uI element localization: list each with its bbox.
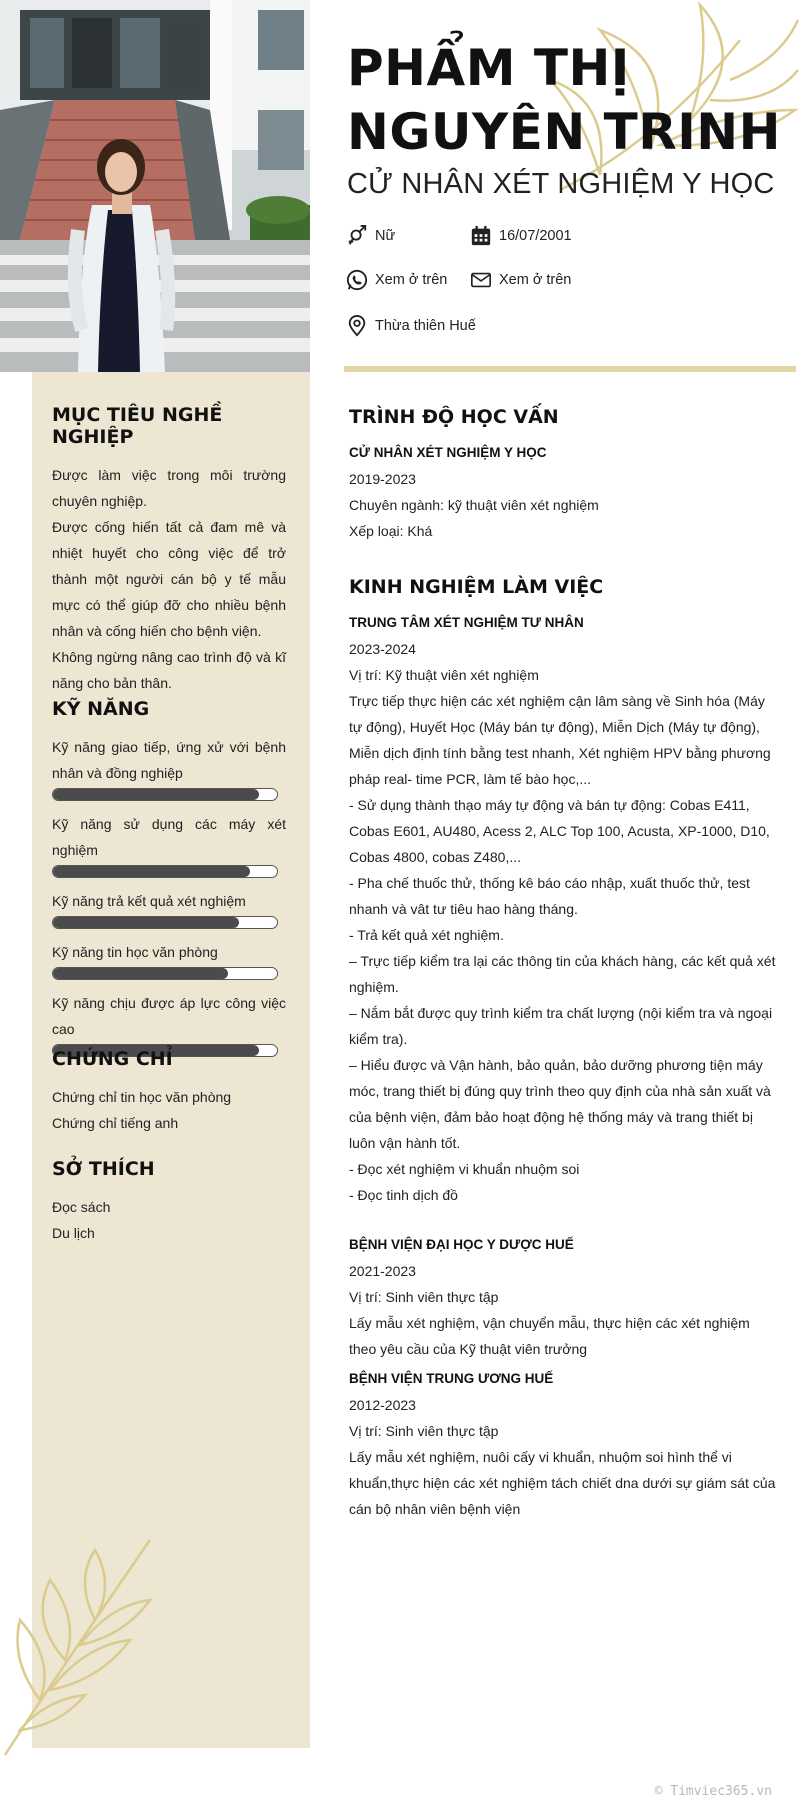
education-period: 2019-2023 <box>349 471 416 487</box>
name-line-2: NGUYÊN TRINH <box>347 103 782 161</box>
skills-section <box>52 698 286 1067</box>
job-description-line: Trực tiếp thực hiện các xét nghiệm cận lâm sàng về Sinh hóa (Máy tự động), Huyết Học (Máy bán tự động), Miễn Dịch (Máy tự động), Miễn dịch định tính bằng test nhanh, Xét nghiệm HPV bằng phương pháp real- time PCR, làm tế bào học,... <box>349 693 771 787</box>
job-description-line: Lấy mẫu xét nghiệm, vận chuyển mẫu, thực hiện các xét nghiệm theo yêu cầu của Kỹ thuật viên trưởng <box>349 1315 750 1357</box>
gender-text: Nữ <box>375 228 396 244</box>
education-major: Chuyên ngành: kỹ thuật viên xét nghiệm <box>349 497 599 513</box>
skill-item <box>52 734 286 801</box>
hobby-item: Đọc sách <box>52 1199 111 1215</box>
certificates-section <box>52 1048 286 1136</box>
skills-list <box>52 734 286 1057</box>
job-position: Vị trí: Sinh viên thực tập <box>349 1423 499 1439</box>
skill-name: Kỹ năng trả kết quả xét nghiệm <box>52 893 246 909</box>
job-title: CỬ NHÂN XÉT NGHIỆM Y HỌC <box>347 168 775 200</box>
job-description-line: - Sử dụng thành thạo máy tự động và bán tự động: Cobas E411, Cobas E601, AU480, Acess 2, ALC Top 100, Acusta, XP-1000, D10, Cobas 4800, cobas Z480,... <box>349 797 770 865</box>
job-period: 2021-2023 <box>349 1263 416 1279</box>
education-degree: CỬ NHÂN XÉT NGHIỆM Y HỌC <box>349 445 547 460</box>
job-company: BỆNH VIỆN ĐẠI HỌC Y DƯỢC HUẾ <box>349 1237 574 1252</box>
job-period: 2012-2023 <box>349 1397 416 1413</box>
job-description-line: - Đọc xét nghiệm vi khuẩn nhuộm soi <box>349 1161 580 1177</box>
skill-level-fill <box>53 917 239 928</box>
birthday-text: 16/07/2001 <box>499 228 572 244</box>
job-entry <box>349 1366 779 1522</box>
skill-level-fill <box>53 866 250 877</box>
jobs-list <box>349 610 779 1522</box>
whatsapp-icon <box>346 269 368 291</box>
objective-paragraph: Được làm việc trong môi trường chuyên nghiệp. <box>52 467 286 509</box>
skill-level-bar <box>52 916 278 929</box>
watermark: © Timviec365.vn <box>654 1784 772 1799</box>
skill-item <box>52 990 286 1057</box>
job-description-line: Lấy mẫu xét nghiệm, nuôi cấy vi khuẩn, nhuộm soi hình thể vi khuẩn,thực hiện các xét nghiệm tách chiết dna dưới sự giám sát của cán bộ nhân viên bệnh viện <box>349 1449 776 1517</box>
job-description-line: - Pha chế thuốc thử, thống kê báo cáo nhập, xuất thuốc thử, test nhanh và vât tư tiêu hao hàng tháng. <box>349 875 750 917</box>
skill-name: Kỹ năng sử dụng các máy xét nghiệm <box>52 816 286 858</box>
job-description-line: - Đọc tinh dịch đồ <box>349 1187 458 1203</box>
phone-text: Xem ở trên <box>375 272 448 288</box>
leaf-decoration-bottom <box>0 1530 170 1760</box>
email-text: Xem ở trên <box>499 272 572 288</box>
hobbies-section <box>52 1158 286 1246</box>
skill-name: Kỹ năng tin học văn phòng <box>52 944 218 960</box>
email-info <box>470 269 571 291</box>
hobby-item: Du lịch <box>52 1225 95 1241</box>
skill-name: Kỹ năng giao tiếp, ứng xử với bệnh nhân và đồng nghiệp <box>52 739 286 781</box>
certificates-heading: CHỨNG CHỈ <box>52 1048 173 1070</box>
name-line-1: PHẨM THỊ <box>347 39 630 97</box>
skills-heading: KỸ NĂNG <box>52 698 150 720</box>
job-description-line: – Hiểu được và Vận hành, bảo quản, bảo dưỡng phương tiện máy móc, trang thiết bị đúng quy trình theo quy định của nhà sản xuất và của bệnh viện, đảm bảo hoạt động hệ thống máy và trang thiết bị luôn vận hành tốt. <box>349 1057 771 1151</box>
calendar-icon <box>470 225 492 247</box>
objective-section <box>52 404 286 696</box>
gender-info <box>346 225 395 247</box>
experience-heading: KINH NGHIỆM LÀM VIỆC <box>349 576 604 598</box>
location-pin-icon <box>346 315 368 337</box>
skill-item <box>52 939 286 980</box>
skill-level-bar <box>52 967 278 980</box>
phone-info <box>346 269 447 291</box>
job-entry <box>349 610 779 1208</box>
skill-item <box>52 811 286 878</box>
skill-level-bar <box>52 865 278 878</box>
job-description-line: – Nắm bắt được quy trình kiểm tra chất lượng (nội kiểm tra và ngoại kiểm tra). <box>349 1005 773 1047</box>
skill-item <box>52 888 286 929</box>
certificate-item: Chứng chỉ tiếng anh <box>52 1115 179 1131</box>
objective-paragraph: Không ngừng nâng cao trình độ và kĩ năng cho bản thân. <box>52 649 286 691</box>
gender-icon <box>346 225 368 247</box>
education-rank: Xếp loại: Khá <box>349 523 433 539</box>
hobbies-heading: SỞ THÍCH <box>52 1158 155 1180</box>
certificate-item: Chứng chỉ tin học văn phòng <box>52 1089 232 1105</box>
job-company: TRUNG TÂM XÉT NGHIỆM TƯ NHÂN <box>349 615 584 630</box>
header-divider <box>344 366 796 372</box>
address-text: Thừa thiên Huế <box>375 318 476 334</box>
job-position: Vị trí: Sinh viên thực tập <box>349 1289 499 1305</box>
job-description-line: – Trực tiếp kiểm tra lại các thông tin của khách hàng, các kết quả xét nghiệm. <box>349 953 776 995</box>
skill-level-fill <box>53 789 259 800</box>
job-position: Vị trí: Kỹ thuật viên xét nghiệm <box>349 667 539 683</box>
skill-level-bar <box>52 788 278 801</box>
address-info <box>346 315 476 337</box>
job-description-line: - Trả kết quả xét nghiệm. <box>349 927 504 943</box>
education-heading: TRÌNH ĐỘ HỌC VẤN <box>349 406 559 428</box>
experience-section <box>349 576 779 1526</box>
job-period: 2023-2024 <box>349 641 416 657</box>
birthday-info <box>470 225 572 247</box>
candidate-name <box>347 36 781 164</box>
profile-photo <box>0 0 310 372</box>
skill-level-fill <box>53 968 228 979</box>
objective-heading: MỤC TIÊU NGHỀ NGHIỆP <box>52 404 223 448</box>
email-icon <box>470 269 492 291</box>
job-entry <box>349 1232 779 1362</box>
objective-paragraph: Được cống hiến tất cả đam mê và nhiệt huyết cho công việc để trở thành một người cán bộ y tế mẫu mực có thể giúp đỡ cho nhiều bệnh nhân và cống hiến cho bệnh viện. <box>52 519 286 639</box>
skill-name: Kỹ năng chịu được áp lực công việc cao <box>52 995 286 1037</box>
education-section <box>349 406 779 544</box>
job-company: BỆNH VIỆN TRUNG ƯƠNG HUẾ <box>349 1371 554 1386</box>
